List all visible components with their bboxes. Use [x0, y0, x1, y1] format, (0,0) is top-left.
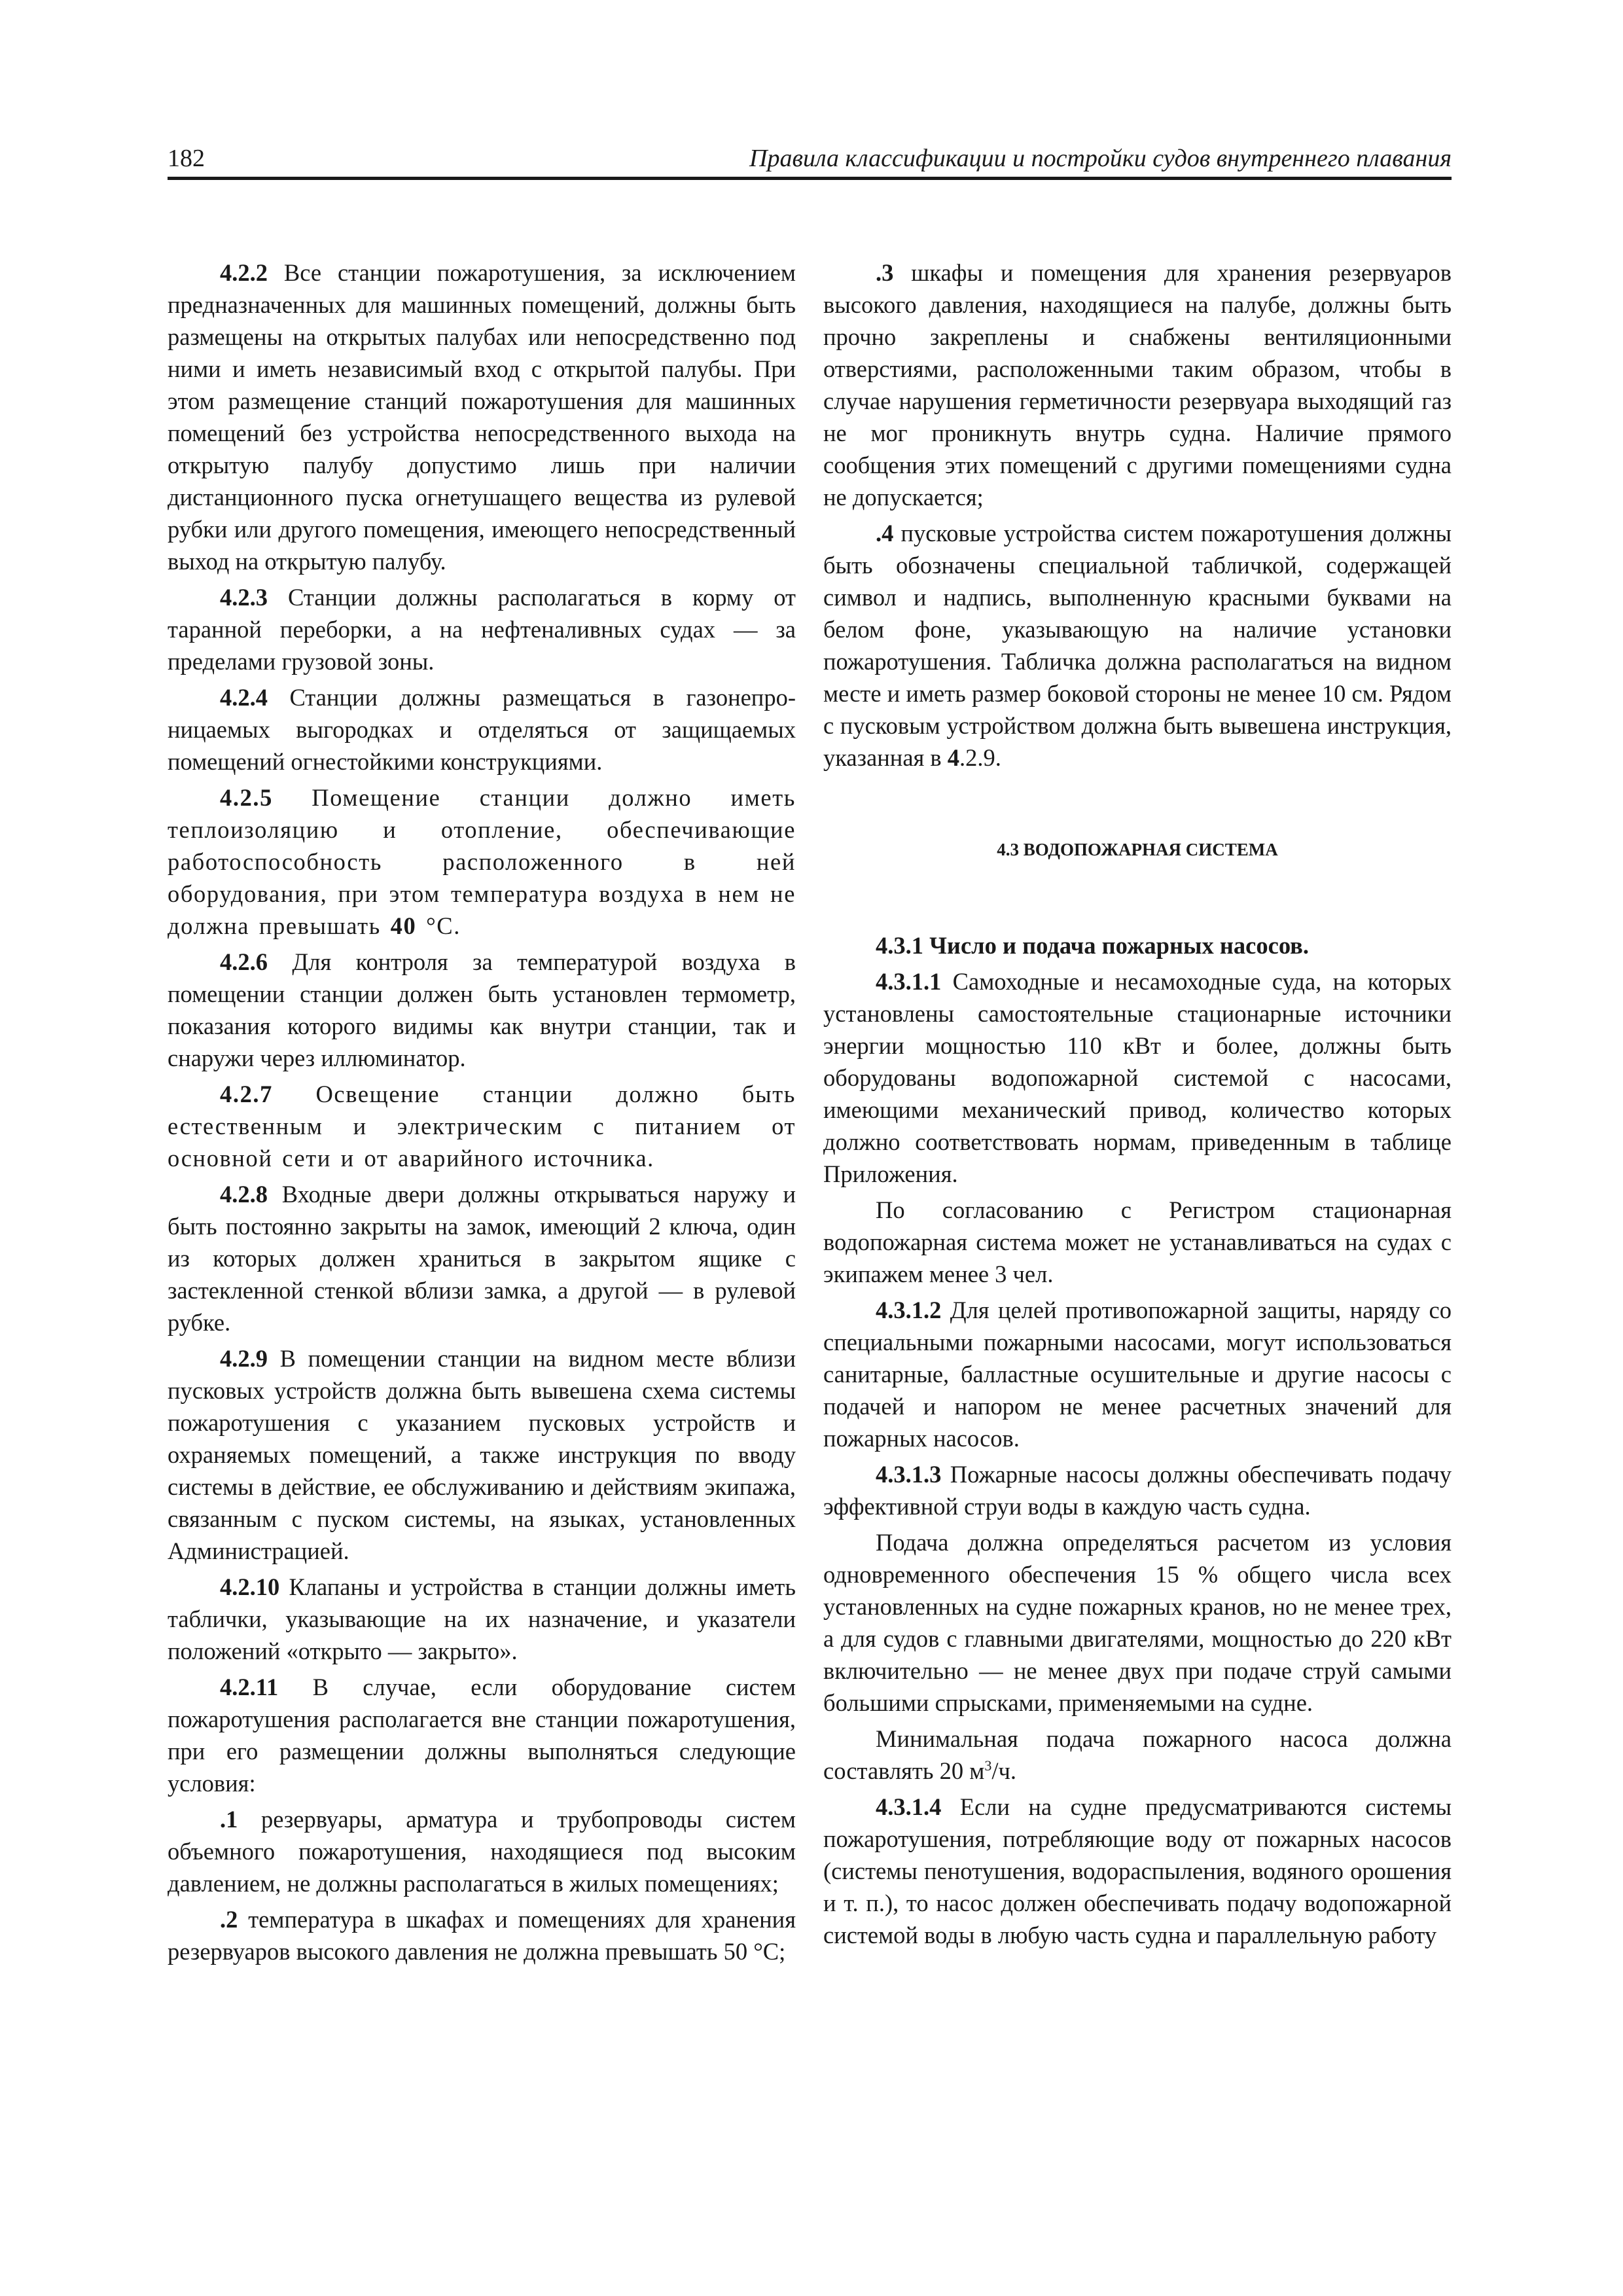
item-3: .3 шкафы и помещения для хранения резервуаров высокого давления, находящиеся на палубе, должны быть прочно закреплены и снабжены вентиляционными отверстиями, расположенными таким образом, чтобы в случае нарушения герметичности резервуара выходящий газ не мог проникнуть внутрь судна. Наличие прямого сообщения этих помещений с другими помещениями судна не допускается; [823, 259, 1452, 511]
clause-4-2-9: 4.2.9 В помещении станции на видном месте вблизи пусковых устройств должна быть вывешена схема системы пожаротушения с указанием пусковых устройств и охраняемых помещений, а также инструкция по вводу системы в действие, ее обслуживанию и действиям экипажа, связанным с пуском системы, на языках, установленных Администрацией. [168, 1345, 796, 1564]
running-title: Правила классификации и постройки судов внутреннего плавания [749, 145, 1452, 172]
paragraph-registry: По согласованию с Регистром стационарная водопожарная система может не устанавливаться на судах с экипажем менее 3 чел. [823, 1196, 1452, 1287]
clause-4-3-1-4: 4.3.1.4 Если на судне предусматриваются системы пожаротушения, потребляющие воду от пожарных насосов (системы пенотушения, водораспыления, водяного орошения и т. п.), то насос должен обеспечивать подачу водопожарной системой воды в любую часть судна и параллельную работу [823, 1793, 1452, 1948]
left-column [168, 257, 796, 1971]
clause-4-2-5: 4.2.5 Помещение станции должно иметь теплоизоляцию и отопление, обеспечивающие работоспособность расположенного в ней оборудования, при этом температура воздуха в нем не должна превышать 40 °С. [168, 784, 796, 939]
section-title: 4.3 ВОДОПОЖАРНАЯ СИСТЕМА [997, 840, 1278, 859]
paragraph-capacity: Подача должна определяться расчетом из условия одновременного обеспечения 15 % общего числа всех установленных на судне пожарных кранов, но не менее трех, а для судов с главными двигателями, мощностью до 220 кВт включительно — не менее двух при подаче струй самыми большими спрысками, применяемыми на судне. [823, 1529, 1452, 1716]
clause-4-2-11: 4.2.11 В случае, если оборудование систем пожаротушения располагается вне станции пожаротушения, при его размещении должны выполняться следующие условия: [168, 1674, 796, 1797]
clause-4-2-6: 4.2.6 Для контроля за температурой воздуха в помещении станции должен быть установлен термометр, показания которого видимы как внутри станции, так и снаружи через иллюминатор. [168, 948, 796, 1071]
clause-4-3-1-1: 4.3.1.1 Самоходные и несамоходные суда, на которых установлены самостоятельные стационарные источники энергии мощностью 110 кВт и более, должны быть оборудованы водопожарной системой с насосами, имеющими механический привод, количество которых должно соответствовать нормам, приведенным в таблице Приложения. [823, 968, 1452, 1187]
item-4: .4 пусковые устройства систем пожаротушения должны быть обозначены специальной табличкой, содержащей символ и надпись, выполненную красными буквами на белом фоне, указывающую на наличие установки пожаротушения. Табличка должна располагаться на видном месте и иметь размер боковой стороны не менее 10 см. Рядом с пусковым устройством должна быть вывешена инструкция, указанная в 4.2.9. [823, 520, 1452, 771]
page-header [168, 145, 1452, 177]
clause-4-2-3: 4.2.3 Станции должны располагаться в корму от таранной переборки, а на нефтеналивных судах — за пределами грузовой зоны. [168, 584, 796, 675]
item-1: .1 резервуары, арматура и трубопроводы систем объемного пожаротушения, находящиеся под высоким давлением, не должны располагаться в жилых помещениях; [168, 1806, 796, 1897]
clause-4-2-2: 4.2.2 Все станции пожаротушения, за исключением предназначенных для машинных помещений, должны быть размещены на открытых палубах или непосредственно под ними и иметь независимый вход с открытой палубы. При этом размещение станций пожаротушения для машинных помещений без устройства непосредственного выхода на открытую палубу допустимо лишь при наличии дистанционного пуска огнетушащего вещества из рулевой рубки или другого помещения, имеющего непосредственный выход на открытую палубу. [168, 259, 796, 575]
clause-4-3-1-3: 4.3.1.3 Пожарные насосы должны обеспечивать подачу эффективной струи воды в каждую часть судна. [823, 1461, 1452, 1520]
item-2: .2 температура в шкафах и помещениях для хранения резервуаров высокого давления не должна превышать 50 °С; [168, 1906, 796, 1965]
paragraph-min-capacity: Минимальная подача пожарного насоса должна составлять 20 $м^3/ч$. [823, 1725, 1452, 1784]
right-column [823, 257, 1452, 1955]
clause-4-2-4: 4.2.4 Станции должны размещаться в газонепроницаемых выгородках и отделяться от защищаемых помещений огнестойкими конструкциями. [168, 684, 796, 775]
clause-4-2-10: 4.2.10 Клапаны и устройства в станции должны иметь таблички, указывающие на их назначение, и указатели положений «открыто — закрыто». [168, 1573, 796, 1664]
clause-4-3-1-2: 4.3.1.2 Для целей противопожарной защиты, наряду со специальными пожарными насосами, могут использоваться санитарные, балластные осушительные и другие насосы с подачей и напором не менее расчетных значений для пожарных насосов. [823, 1297, 1452, 1452]
clause-4-2-7: 4.2.7 Освещение станции должно быть естественным и электрическим с питанием от основной сети и от аварийного источника. [168, 1081, 796, 1172]
header-rule [168, 177, 1452, 180]
subsection-heading: 4.3.1 Число и подача пожарных насосов. [876, 932, 1309, 959]
clause-4-2-8: 4.2.8 Входные двери должны открываться наружу и быть постоянно закрыты на замок, имеющий 2 ключа, один из которых должен храниться в закрытом ящике с застекленной стенкой вблизи замка, а другой — в рулевой рубке. [168, 1181, 796, 1336]
page-number: 182 [168, 145, 205, 172]
